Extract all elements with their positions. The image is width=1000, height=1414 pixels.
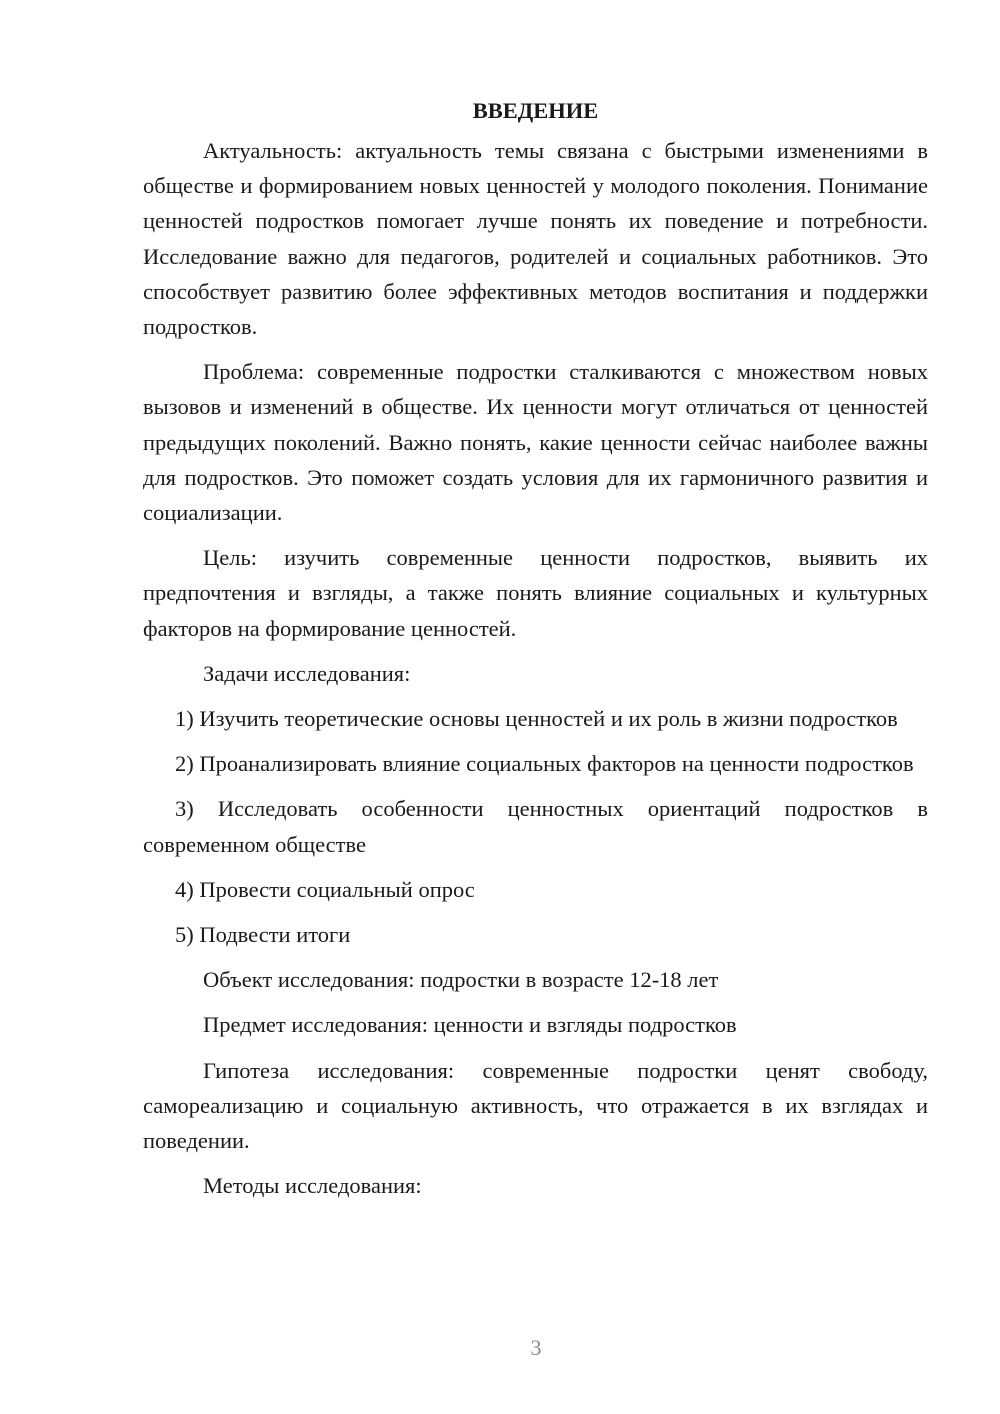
methods-heading: Методы исследования: — [203, 1173, 422, 1199]
paragraph-goal: Цель: изучить современные ценности подростков, выявить их предпочтения и взгляды, а также понять влияние социальных и культурных факторов на формирование ценностей. — [143, 545, 928, 641]
page-content — [143, 94, 928, 1213]
paragraph-relevance: Актуальность: актуальность темы связана с быстрыми изменениями в обществе и формированием новых ценностей у молодого поколения. Понимание ценностей подростков помогает лучше понять их поведение и потребности. Исследование важно для педагогов, родителей и социальных работников. Это способствует развитию более эффективных методов воспитания и поддержки подростков. — [143, 138, 928, 340]
page-number: 3 — [530, 1335, 542, 1360]
research-hypothesis: Гипотеза исследования: современные подростки ценят свободу, самореализацию и социальную активность, что отражается в их взглядах и поведении. — [143, 1057, 928, 1154]
paragraph-problem: Проблема: современные подростки сталкиваются с множеством новых вызовов и изменений в обществе. Их ценности могут отличаться от ценностей предыдущих поколений. Важно понять, какие ценности сейчас наиболее важны для подростков. Это поможет создать условия для их гармоничного развития и социализации. — [143, 359, 928, 526]
research-subject: Предмет исследования: ценности и взгляды подростков — [203, 1012, 737, 1038]
research-object: Объект исследования: подростки в возрасте 12-18 лет — [203, 967, 719, 993]
task-item-5: 5) Подвести итоги — [175, 922, 351, 948]
task-item-4: 4) Провести социальный опрос — [175, 876, 475, 902]
task-item-2: 2) Проанализировать влияние социальных факторов на ценности подростков — [175, 751, 914, 777]
section-title: ВВЕДЕНИЕ — [472, 98, 599, 123]
task-item-3: 3) Исследовать особенности ценностных ориентаций подростков в современном обществе — [143, 796, 928, 857]
tasks-heading: Задачи исследования: — [203, 660, 411, 686]
task-item-1: 1) Изучить теоретические основы ценностей и их роль в жизни подростков — [175, 706, 898, 732]
